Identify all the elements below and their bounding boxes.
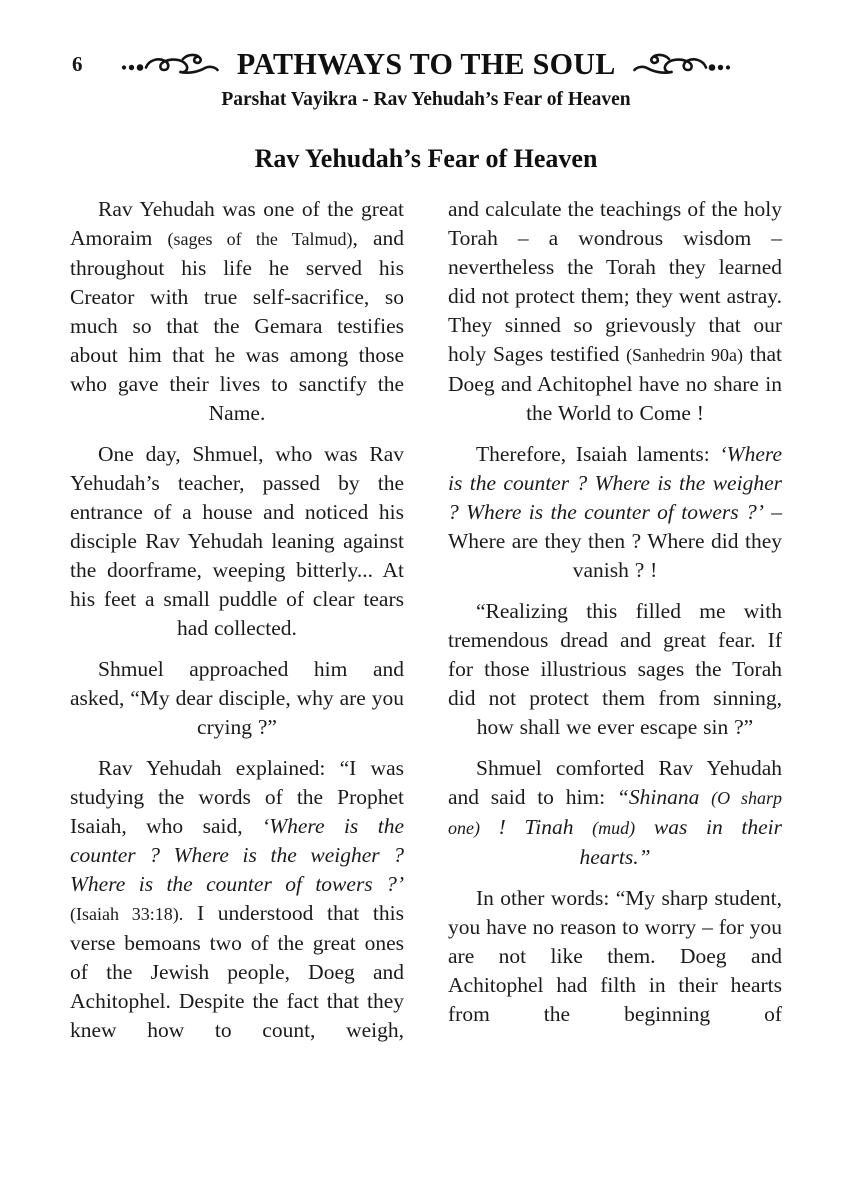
paragraph: [448, 597, 782, 742]
text-run: ‘Where is the counter ? Where is the weigher ? Where is the counter of towers ?’: [70, 814, 404, 896]
page-header: [70, 42, 782, 111]
text-run: (sages of the Talmud): [167, 229, 353, 249]
text-run: Shmuel approached him and asked, “My dear disciple, why are you crying ?”: [70, 657, 404, 739]
article-columns: [70, 195, 782, 1057]
text-run: Therefore, Isaiah laments:: [476, 442, 720, 466]
paragraph: [448, 440, 782, 585]
text-run: (mud): [592, 818, 636, 838]
text-run: “Shinana: [616, 785, 712, 809]
paragraph: [448, 195, 782, 428]
text-run: Shmuel comforted Rav Yehudah and said to him:: [448, 756, 782, 809]
text-run: and calculate the teachings of the holy Torah – a wondrous wisdom – nevertheless the Torah they learned did not protect them; they went astray. They sinned so grievously that our holy Sages testified: [448, 197, 782, 366]
text-run: that Doeg and Achitophel have no share in the World to Come !: [448, 342, 782, 425]
text-run: In other words: “My sharp student, you have no reason to worry – for you are not like them. Doeg and Achitophel had filth in their hearts from the beginning of: [448, 886, 782, 1026]
title-row: [70, 42, 782, 86]
text-run: , and throughout his life he served his Creator with true self-sacrifice, so much so that the Gemara testifies about him that he was among those who gave their lives to sanctify the Name.: [70, 226, 404, 425]
paragraph: [448, 884, 782, 1029]
book-title: PATHWAYS TO THE SOUL: [236, 46, 616, 81]
article-heading: Rav Yehudah’s Fear of Heaven: [254, 144, 598, 173]
text-run: – Where are they then ? Where did they vanish ? !: [448, 500, 783, 582]
text-run: ‘Where is the counter ? Where is the weigher ? Where is the counter of towers ?’: [448, 442, 782, 524]
right-column: [448, 195, 782, 1057]
text-run: One day, Shmuel, who was Rav Yehudah’s teacher, passed by the entrance of a house and noticed his disciple Rav Yehudah leaning against the doorframe, weeping bitterly... At his feet a small puddle of clear tears had collected.: [70, 442, 404, 640]
text-run: was in their hearts.”: [579, 815, 782, 869]
left-column: [70, 195, 404, 1057]
paragraph: [70, 195, 404, 428]
text-run: ! Tinah: [479, 815, 593, 839]
text-run: I understood that this verse bemoans two of the great ones of the Jewish people, Doeg and Achitophel. Despite the fact that they knew how to count, weigh,: [70, 901, 404, 1042]
flourish-right-icon: [629, 49, 733, 79]
text-run: “Realizing this filled me with tremendous dread and great fear. If for those illustrious sages the Torah did not protect them from sinning, how shall we ever escape sin ?”: [448, 599, 782, 739]
text-run: (Isaiah 33:18).: [70, 904, 184, 924]
text-run: (Sanhedrin 90a): [626, 345, 743, 365]
chapter-subtitle: Parshat Vayikra - Rav Yehudah’s Fear of Heaven: [221, 89, 631, 110]
flourish-left-icon: [119, 49, 223, 79]
text-run: (O sharp one): [448, 788, 782, 838]
paragraph: [70, 655, 404, 742]
page-number: 6: [72, 52, 83, 76]
text-run: Rav Yehudah explained: “I was studying the words of the Prophet Isaiah, who said,: [70, 756, 404, 838]
paragraph: [448, 754, 782, 872]
paragraph: [70, 440, 404, 643]
paragraph: [70, 754, 404, 1045]
text-run: Rav Yehudah was one of the great Amoraim: [70, 197, 404, 250]
